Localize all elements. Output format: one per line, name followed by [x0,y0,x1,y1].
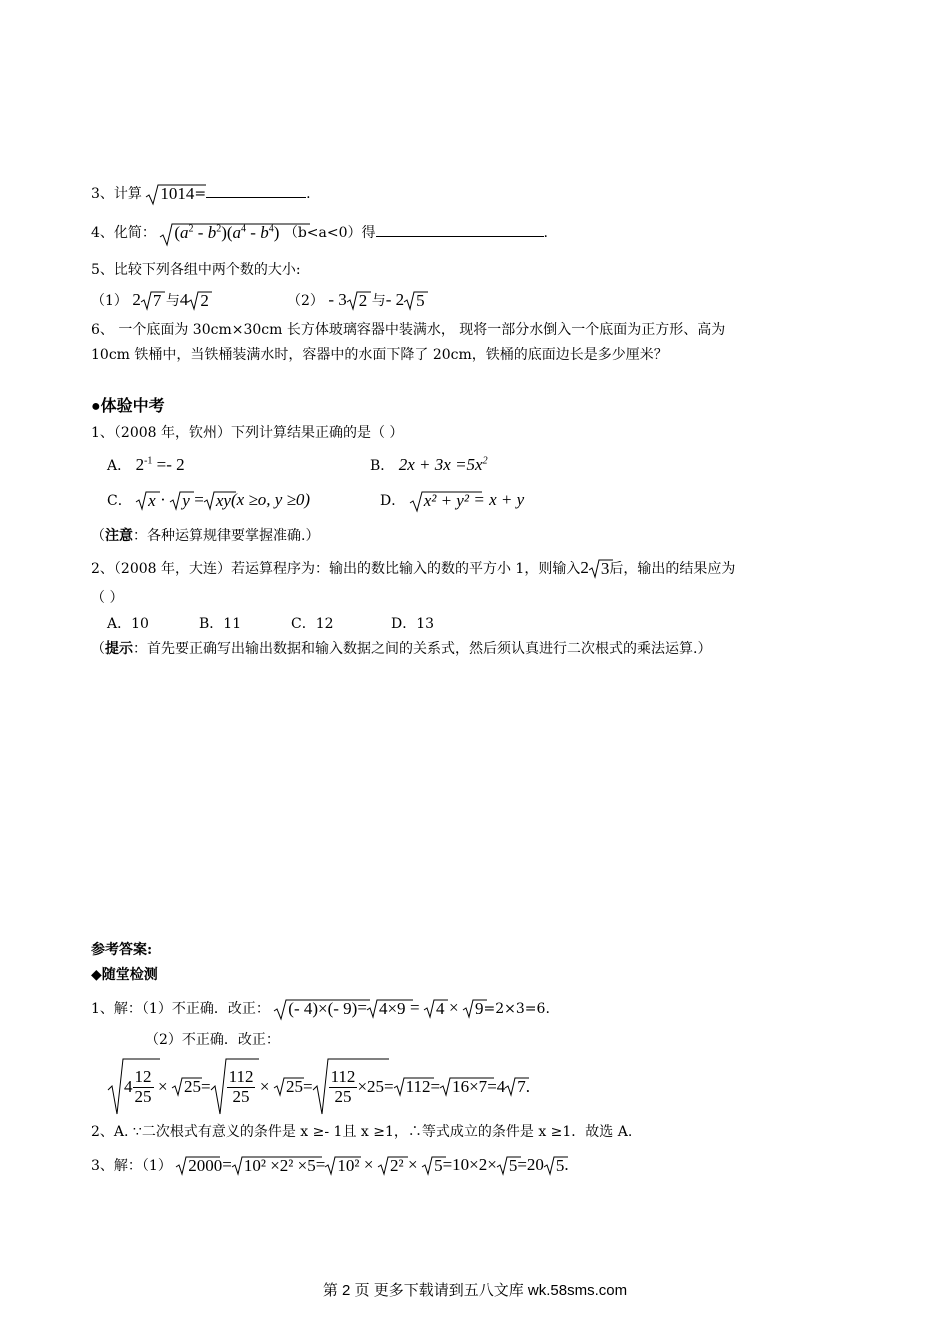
sqrt-16x7: 16×7 [440,1077,487,1097]
sqrt-10sq: 10² [325,1156,359,1176]
sqrt-x2-plus-y2: x² + y² [410,491,469,511]
radical-sign-icon [204,491,236,511]
radical-sign-icon [172,1077,202,1097]
radical-sign-icon [170,491,194,511]
radical-sign-icon [378,1156,408,1176]
radical-sign-icon [497,1156,521,1176]
sqrt-5: 5 [422,1156,443,1176]
radical-sign-icon [211,1058,259,1116]
radical-sign-icon [136,491,160,511]
sqrt-7: 7 [505,1077,526,1097]
answer-1-part-2-expression: 4 $\frac{12}{25}$ × 25= $\frac{112}{25}$ × 25= $\frac{112}{25}$ ×25 = 112= 16×7=4 7. [108,1058,530,1118]
sqrt-5: 5 [544,1156,565,1176]
note: （注意：各种运算规律要掌握准确.） [91,528,320,544]
answers-title: 参考答案: [91,942,153,958]
sqrt-3: 3 [589,559,610,579]
radical-sign-icon [410,491,482,513]
q3-label: 3、计算 [91,186,142,202]
option-b: B． $2x + 3x =5x^2$ [370,455,488,474]
sqrt-7: 7 [141,291,162,311]
radical-sign-icon [232,1156,322,1176]
radical-sign-icon [367,999,413,1019]
radical-sign-icon [188,291,212,311]
exam-question-2-paren: （ ） [91,590,124,606]
answer-1-part-1: 1、解：（1）不正确．改正： (- 4)×(- 9)= 4×9 = 4 × 9=2×3=6. [91,998,550,1019]
radical-sign-icon [463,999,487,1019]
sqrt-112: 112 [394,1077,431,1097]
section-heading-quiz: ◆随堂检测 [91,967,158,983]
answer-3: 3、解：（1） 2000= 10² ×2² ×5= 10² × 2² × 5=10×2× 5=20 5. [91,1155,569,1175]
radical-sign-icon [424,999,448,1019]
radical-sign-icon [274,1077,304,1097]
answer-2: 2、A. ∵二次根式有意义的条件是 x ≥- 1且 x ≥1，∴等式成立的条件是 x ≥1．故选 A. [91,1124,633,1140]
question-3: 3、计算 1014= . [91,183,311,204]
option-a-10: A．10 [107,616,149,632]
sqrt-2000: 2000 [176,1156,222,1176]
radical-sign-icon [146,184,206,206]
answer-blank [376,222,544,237]
sqrt-mixed-fraction: 4 $\frac{12}{25}$ [108,1058,154,1116]
sqrt-4: 4 [424,999,445,1019]
option-a: A． $2^{-1} =- 2$ [107,455,185,474]
option-d-13: D．13 [391,616,435,632]
sqrt-25: 25 [274,1077,303,1097]
sqrt-9: 9 [463,999,484,1019]
sqrt-2sq: 2² [378,1156,404,1176]
radical-sign-icon [404,291,428,311]
question-6-line-1: 6、 一个底面为 30cm×30cm 长方体玻璃容器中装满水， 现将一部分水倒入一个底面为正方形、高为 [91,322,726,338]
radical-sign-icon [347,291,371,311]
hint: （提示：首先要正确写出输出数据和输入数据之间的关系式，然后须认真进行二次根式的乘法运算.） [91,641,712,657]
sqrt-10sq-2sq-5: 10² ×2² ×5 [232,1156,316,1176]
answer-blank [206,183,306,198]
option-b-11: B．11 [199,616,242,632]
question-5: 5、比较下列各组中两个数的大小: [91,262,301,278]
radical-sign-icon [274,999,370,1021]
radical-sign-icon [176,1156,220,1176]
radical-sign-icon [505,1077,529,1097]
sqrt-2: 2 [188,291,209,311]
radical-sign-icon [141,291,165,311]
sqrt-xy: xy [204,491,231,511]
answer-1-part-2-label: （2）不正确．改正： [145,1032,280,1048]
option-c: C． x · y = xy(x ≥o, y ≥0) [107,490,311,510]
sqrt-5: 5 [497,1156,518,1176]
question-4: 4、化简： $(a^2 - b^2)(a^4 - b^4)$ （b<a<0）得 . [91,222,548,243]
sqrt-112-over-25: $\frac{112}{25}$ [211,1058,256,1116]
section-heading-exam: ●体验中考 [91,398,165,415]
sqrt-25: 25 [172,1077,201,1097]
radical-sign-icon [160,223,310,247]
radical-sign-icon [422,1156,446,1176]
radical-sign-icon [589,559,613,579]
option-d: D． x² + y² = x + y [380,490,524,511]
radical-sign-icon [325,1156,361,1176]
sqrt-5: 5 [404,291,425,311]
radical-sign-icon [394,1077,434,1097]
sqrt-x: x [136,491,156,511]
question-5-part-2: （2） - 3 2 与- 2 5 [287,290,425,311]
sqrt-2: 2 [347,291,368,311]
sqrt-112-over-25-times-25: $\frac{112}{25}$ ×25 [313,1058,384,1116]
radical-sign-icon [313,1058,389,1116]
question-6-line-2: 10cm 铁桶中，当铁桶装满水时，容器中的水面下降了 20cm，铁桶的底面边长是多少厘米？ [91,347,668,363]
radical-sign-icon [440,1077,494,1097]
sqrt-expression: $(a^2 - b^2)(a^4 - b^4)$ [160,223,279,243]
exam-question-1: 1、（2008 年，钦州）下列计算结果正确的是（ ） [91,425,404,441]
page-footer: 第 2 页 更多下载请到五八文库 wk.58sms.com [322,1282,628,1299]
question-5-part-1: （1） 2 7 与4 2 [91,290,209,311]
radical-sign-icon [108,1058,160,1116]
sqrt-1014: 1014 [146,184,194,204]
radical-sign-icon [544,1156,568,1176]
sqrt-neg4-neg9: (- 4)×(- 9) [274,999,357,1019]
sqrt-y: y [170,491,190,511]
exam-question-2: 2、（2008 年，大连）若运算程序为：输出的数比输入的数的平方小 1，则输入2 3后，输出的结果应为 [91,558,736,578]
option-c-12: C．12 [291,616,334,632]
sqrt-4x9: 4×9 [367,999,406,1019]
